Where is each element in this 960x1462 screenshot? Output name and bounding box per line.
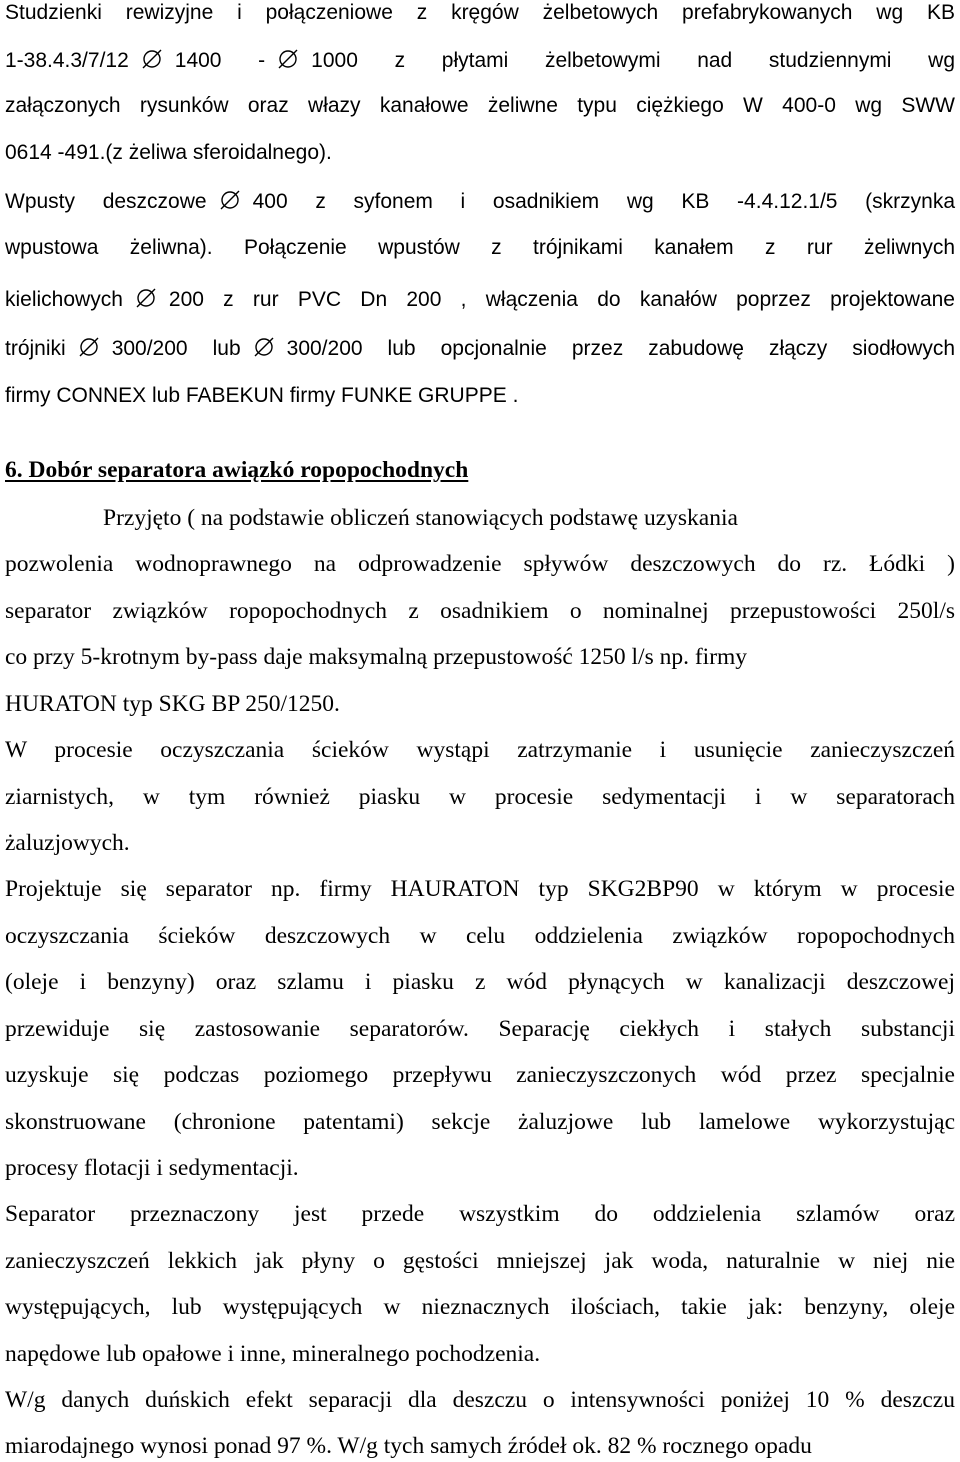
paragraph-line: występujących, lub występujących w nieznacznych ilościach, takie jak: benzyny, oleje bbox=[5, 1294, 955, 1320]
paragraph-line: miarodajnego wynosi ponad 97 %. W/g tych samych źródeł ok. 82 % rocznego opadu bbox=[5, 1433, 812, 1459]
paragraph-line: (oleje i benzyny) oraz szlamu i piasku z wód płynących w kanalizacji deszczowej bbox=[5, 969, 955, 995]
text-run: 300/200 lub opcjonalnie przez zabudowę złączy siodłowych bbox=[286, 337, 956, 360]
paragraph-line: oczyszczania ścieków deszczowych w celu oddzielenia związków ropopochodnych bbox=[5, 923, 955, 949]
diameter-icon bbox=[135, 287, 157, 309]
paragraph-line bbox=[5, 189, 955, 212]
paragraph-line: co przy 5-krotnym by-pass daje maksymalną przepustowość 1250 l/s np. firmy bbox=[5, 644, 748, 670]
text-run: 1-38.4.3/7/12 bbox=[5, 49, 129, 72]
text-run: 1400 - bbox=[174, 49, 266, 72]
paragraph-line: Projektuje się separator np. firmy HAURATON typ SKG2BP90 w którym w procesie bbox=[5, 876, 955, 902]
diameter-icon bbox=[253, 336, 275, 358]
paragraph-line: Studzienki rewizyjne i połączeniowe z kręgów żelbetowych prefabrykowanych wg KB bbox=[5, 1, 955, 24]
paragraph-line: zanieczyszczeń lekkich jak płyny o gęstości mniejszej jak woda, naturalnie w niej nie bbox=[5, 1248, 955, 1274]
paragraph-line: pozwolenia wodnoprawnego na odprowadzenie spływów deszczowych do rz. Łódki ) bbox=[5, 551, 955, 577]
paragraph-line: napędowe lub opałowe i inne, mineralnego pochodzenia. bbox=[5, 1341, 541, 1367]
paragraph-line: 0614 -491.(z żeliwa sferoidalnego). bbox=[5, 141, 332, 164]
section-heading: 6. Dobór separatora awiązkó ropopochodnych bbox=[5, 457, 469, 483]
text-run: 1000 z płytami żelbetowymi nad studziennymi wg bbox=[311, 49, 956, 72]
text-run: kielichowych bbox=[5, 288, 123, 311]
paragraph-line: uzyskuje się podczas poziomego przepływu zanieczyszczonych wód przez specjalnie bbox=[5, 1062, 955, 1088]
paragraph-line: wpustowa żeliwna). Połączenie wpustów z trójnikami kanałem z rur żeliwnych bbox=[5, 236, 955, 259]
paragraph-line: żaluzjowych. bbox=[5, 830, 130, 856]
diameter-icon bbox=[141, 48, 163, 70]
text-run: Wpusty deszczowe bbox=[5, 190, 207, 213]
paragraph-line: firmy CONNEX lub FABEKUN firmy FUNKE GRUPPE . bbox=[5, 384, 519, 407]
paragraph-line: skonstruowane (chronione patentami) sekcje żaluzjowe lub lamelowe wykorzystując bbox=[5, 1109, 955, 1135]
diameter-icon bbox=[219, 189, 241, 211]
paragraph-line: załączonych rysunków oraz włazy kanałowe żeliwne typu ciężkiego W 400-0 wg SWW bbox=[5, 94, 955, 117]
paragraph-line: W/g danych duńskich efekt separacji dla deszczu o intensywności poniżej 10 % deszczu bbox=[5, 1387, 955, 1413]
paragraph-line: HURATON typ SKG BP 250/1250. bbox=[5, 691, 340, 717]
paragraph-line: Separator przeznaczony jest przede wszystkim do oddzielenia szlamów oraz bbox=[5, 1201, 955, 1227]
text-run: 300/200 lub bbox=[111, 337, 241, 360]
paragraph-line: procesy flotacji i sedymentacji. bbox=[5, 1155, 299, 1181]
diameter-icon bbox=[277, 48, 299, 70]
paragraph-line bbox=[5, 336, 955, 359]
diameter-icon bbox=[78, 336, 100, 358]
paragraph-line: ziarnistych, w tym również piasku w procesie sedymentacji i w separatorach bbox=[5, 784, 955, 810]
paragraph-line: separator związków ropopochodnych z osadnikiem o nominalnej przepustowości 250l/s bbox=[5, 598, 955, 624]
paragraph-line bbox=[5, 287, 955, 310]
paragraph-line: przewiduje się zastosowanie separatorów. Separację ciekłych i stałych substancji bbox=[5, 1016, 955, 1042]
paragraph-line bbox=[5, 48, 955, 71]
text-run: trójniki bbox=[5, 337, 66, 360]
paragraph-line: W procesie oczyszczania ścieków wystąpi zatrzymanie i usunięcie zanieczyszczeń bbox=[5, 737, 955, 763]
text-run: 200 z rur PVC Dn 200 , włączenia do kanałów poprzez projektowane bbox=[168, 288, 955, 311]
text-run: 400 z syfonem i osadnikiem wg KB -4.4.12.1/5 (skrzynka bbox=[252, 190, 956, 213]
paragraph-line: Przyjęto ( na podstawie obliczeń stanowiących podstawę uzyskania bbox=[103, 505, 738, 531]
